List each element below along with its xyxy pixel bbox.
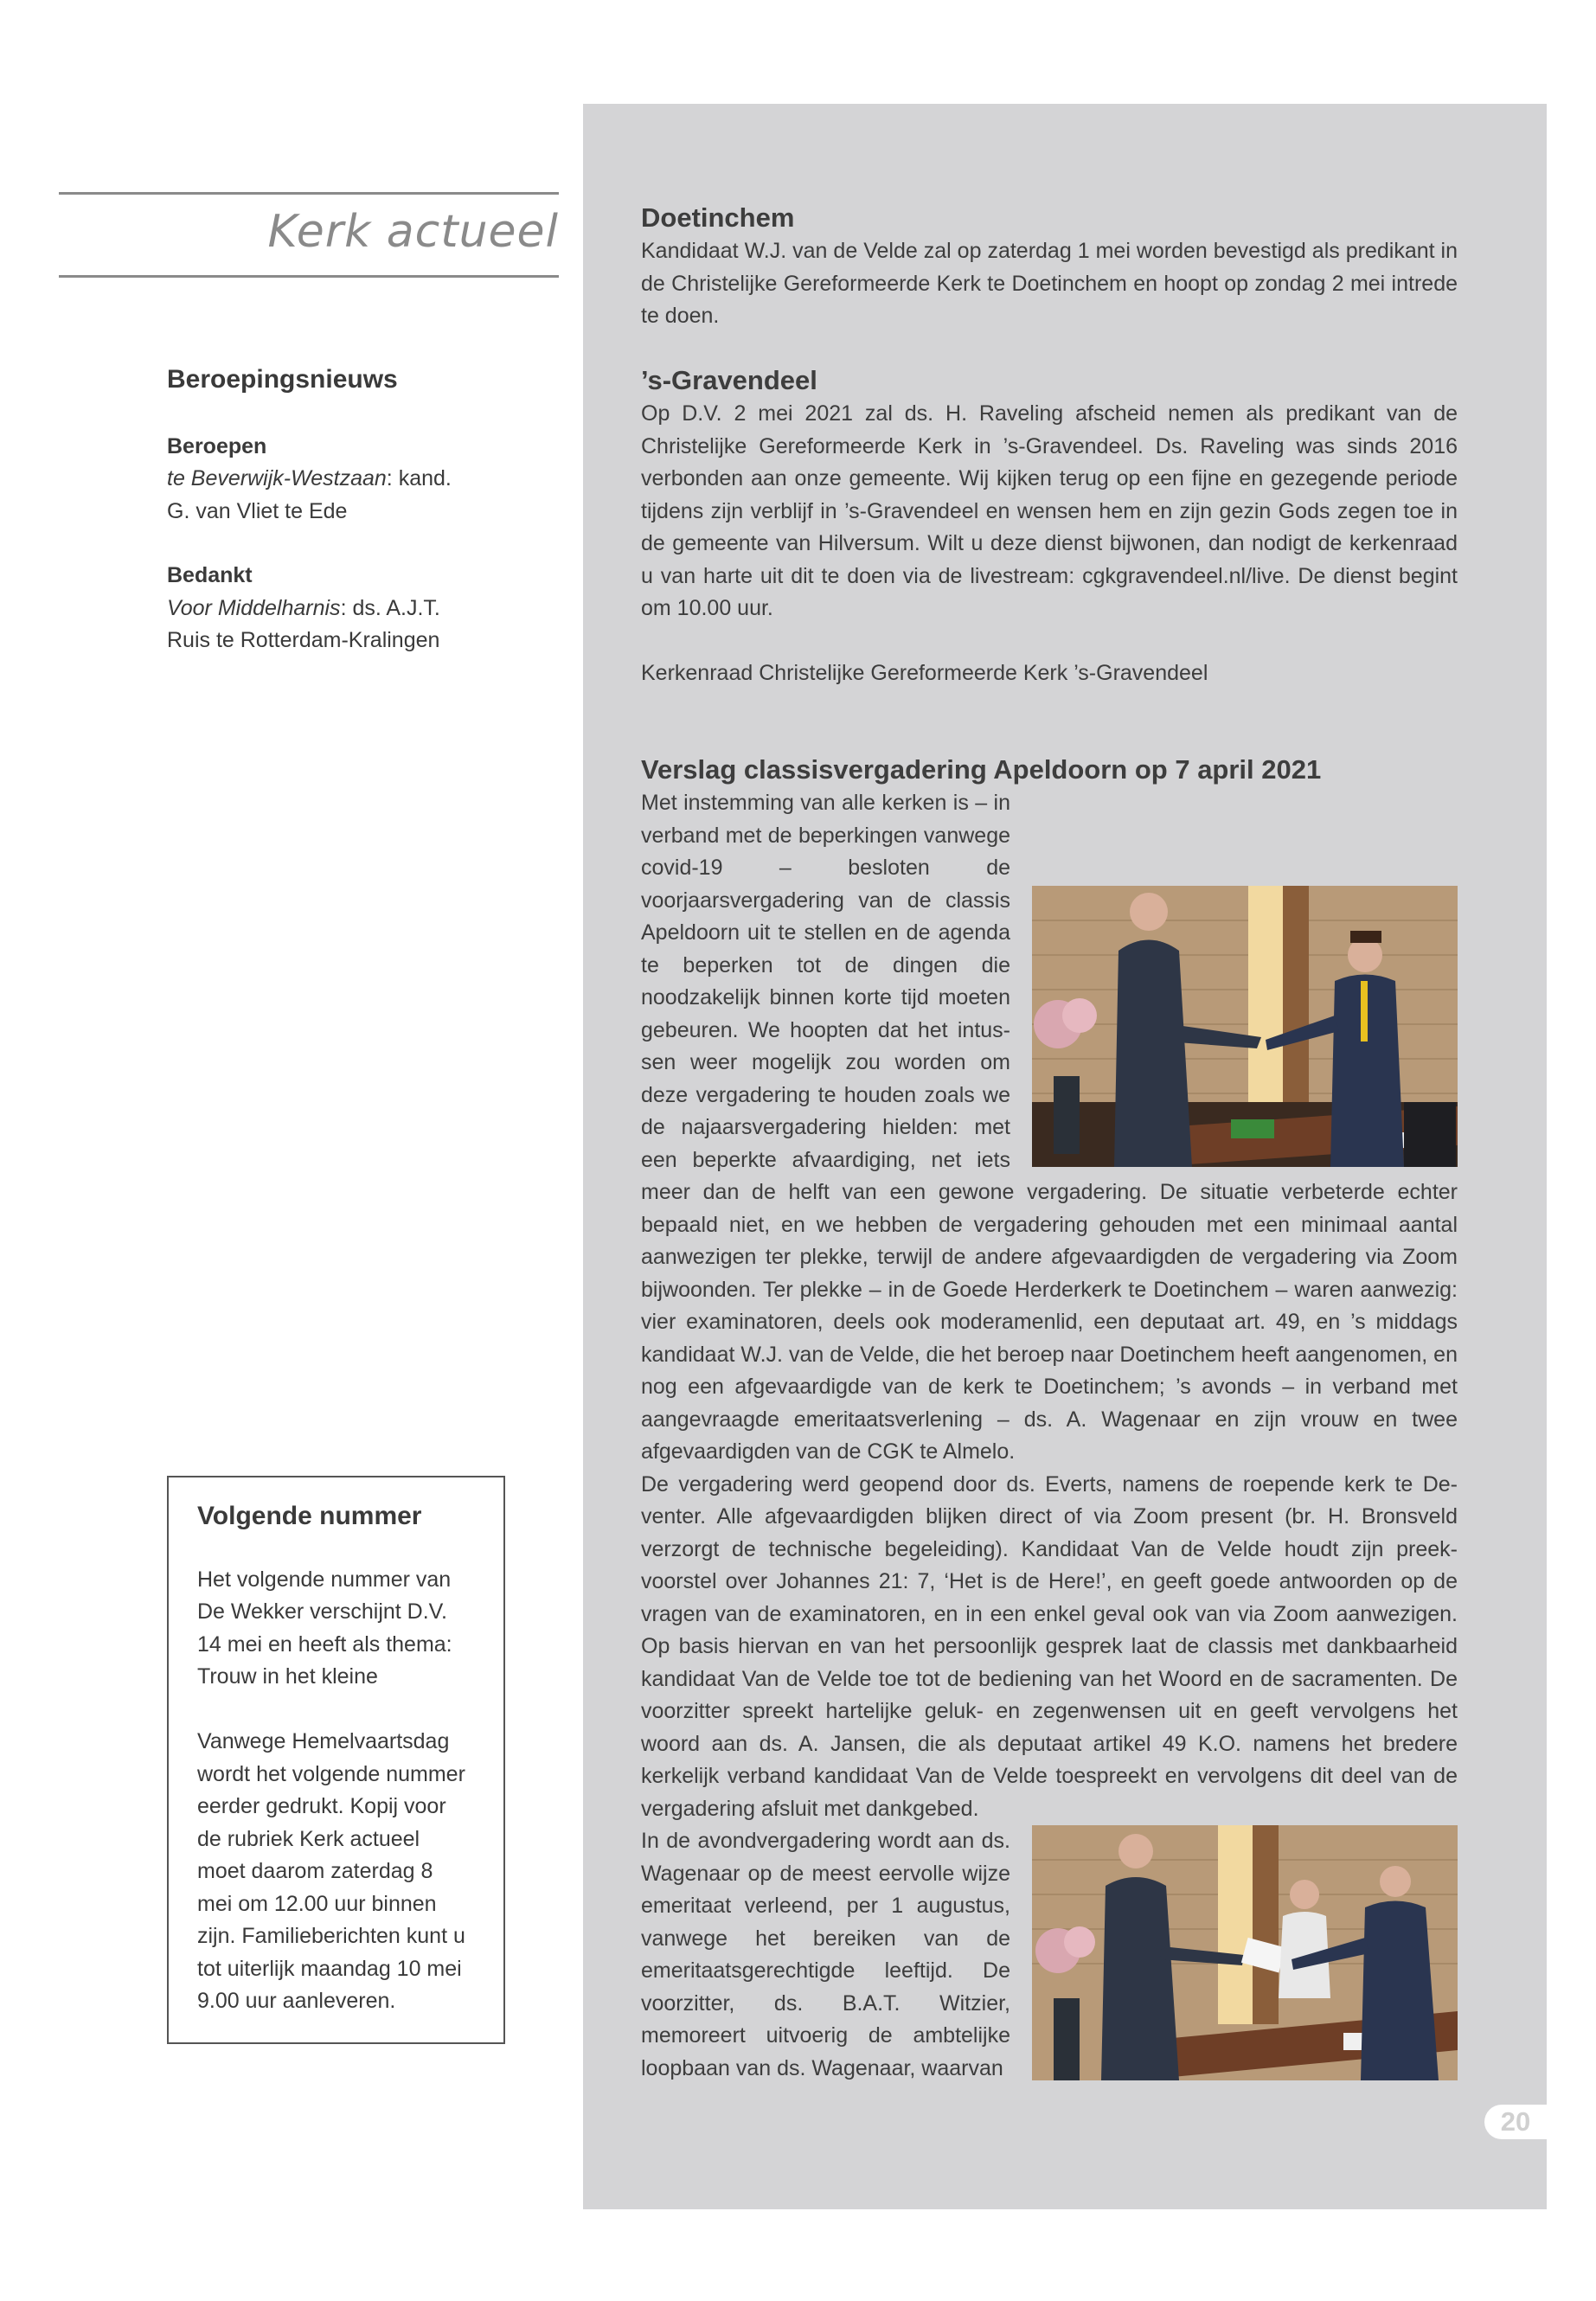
- verslag-p3: In de avondvergadering wordt aan ds. Wagenaar op de meest eervolle wijze emeritaat verleend, per 1 augustus, vanwege het bereiken van de emeritaatsgerechtigde leeftijd. De voorzitter, ds. B.A.T. Witzier, memoreert uitvoerig de ambtelijke loopbaan van ds. Wagenaar, waarvan: [641, 1829, 1010, 2080]
- info-p1-line: Trouw in het kleine: [197, 1664, 378, 1689]
- page-number: 20: [1484, 2105, 1547, 2139]
- info-p1-line: Het volgende nummer van: [197, 1567, 452, 1592]
- verslag-p2: De vergadering werd geopend door ds. Everts, namens de roepende kerk te Deventer. Alle afgevaardigden blijken direct of via Zoom present (br. H. Bronsveld verzorgt de technische begeleiding). Kandidaat Van de Velde houdt zijn preekvoorstel over Johannes 21: 7, ‘Het is de Here!’, en geeft goede antwoorden op de vragen van de examinatoren, en in een enkel geval ook van via Zoom aanwezigen. Op basis hiervan en van het persoonlijk gesprek laat de classis met dankbaarheid kandidaat Van de Velde toe tot de bediening van het Woord en de sacramenten. De voorzitter spreekt hartelijke geluk- en zegenwensen uit en geeft vervolgens het woord aan ds. A. Jansen, die als deputaat artikel 49 K.O. namens het bredere kerkelijk verband kandidaat Van de Velde toespreekt en vervolgens dit deel van de vergadering afsluit met dankgebed.: [641, 1471, 1458, 1821]
- bedankt-place: Voor Middelharnis: [167, 595, 341, 620]
- info-p2-line: mei om 12.00 uur binnen: [197, 1891, 437, 1916]
- bedankt-line-2: Ruis te Rotterdam-Kralingen: [167, 628, 440, 652]
- top-rule: [59, 192, 559, 195]
- handshake-photo: [1032, 886, 1458, 1167]
- emeritaat-photo: [1032, 1825, 1458, 2080]
- gravendeel-signature: Kerkenraad Christelijke Gereformeerde Kerk ’s-Gravendeel: [641, 661, 1208, 685]
- info-p2-line: tot uiterlijk maandag 10 mei: [197, 1956, 462, 1981]
- volgende-nummer-box: [167, 1476, 505, 2044]
- info-p1-line: De Wekker verschijnt D.V.: [197, 1599, 447, 1624]
- beroepen-rest: : kand.: [386, 466, 452, 490]
- article-gravendeel: [641, 363, 1458, 690]
- handshake-photo-image: [1032, 886, 1458, 1167]
- info-p2-line: wordt het volgende nummer: [197, 1761, 465, 1786]
- info-p1-line: 14 mei en heeft als thema:: [197, 1631, 452, 1657]
- beroepen-place: te Beverwijk-Westzaan: [167, 466, 387, 490]
- verslag-p1: Met instemming van alle kerken is – in verband met de beperkingen vanwege covid-19 – besloten de voorjaarsvergadering van de classis Apeldoorn uit te stellen en de agenda te beperken tot de dingen die noodzakelijk binnen korte tijd moeten gebeuren. We hoopten dat het intussen weer mogelijk zou worden om deze vergadering te houden zoals we de najaarsvergadering hielden: met een beperkte afvaardiging, net iets meer dan de helft van een gewone vergadering. De situatie verbeterde echter bepaald niet, en we hebben de vergadering gehouden met een minimaal aantal aanwezigen ter plekke, terwijl de andere afgevaardigden de vergadering via Zoom bijwoonden. Ter plekke – in de Goede Herderkerk te Doetinchem – waren aanwezig: vier examinatoren, deels ook moderamenlid, een deputaat art. 49, en ’s middags kandidaat W.J. van de Velde, die het beroep naar Doetinchem heeft aangenomen, en nog een afgevaardigde van de kerk te Doetinchem; ’s avonds – in verband met aangevraagde emeritaatsverlening – ds. A. Wagenaar en zijn vrouw en twee afgevaardigden van de CGK te Almelo.: [641, 791, 1458, 1464]
- beroepen-line-1: [167, 463, 522, 496]
- bedankt-label: Bedankt: [167, 563, 253, 587]
- bedankt-rest: : ds. A.J.T.: [340, 595, 440, 620]
- doetinchem-body: Kandidaat W.J. van de Velde zal op zaterdag 1 mei worden bevestigd als predikant in de Christelijke Gereformeerde Kerk te Doetinchem en hoopt op zondag 2 mei intrede te doen.: [641, 239, 1458, 328]
- emeritaat-photo-image: [1032, 1825, 1458, 2080]
- volgende-nummer-heading: Volgende nummer: [197, 1502, 422, 1530]
- article-doetinchem: [641, 201, 1458, 333]
- info-p2-line: Vanwege Hemelvaartsdag: [197, 1729, 450, 1753]
- info-p2-line: 9.00 uur aanleveren.: [197, 1989, 396, 2013]
- gravendeel-body: Op D.V. 2 mei 2021 zal ds. H. Raveling afscheid nemen als predikant van de Christelijke Gereformeerde Kerk in ’s-Gravendeel. Ds. Raveling was sinds 2016 verbonden aan onze gemeente. Wij kijken terug op een fijne en gezegende periode tijdens zijn verblijf in ’s-Gravendeel en wensen hem en zijn gezin Gods zegen toe in de gemeente van Hilversum. Wilt u deze dienst bijwonen, dan nodigt de kerkenraad u van harte uit dit te doen via de livestream: cgkgravendeel.nl/live. De dienst begint om 10.00 uur.: [641, 401, 1458, 620]
- gravendeel-title: ’s-Gravendeel: [641, 365, 817, 395]
- article-verslag: [641, 753, 1458, 2085]
- beroepen-label: Beroepen: [167, 433, 267, 458]
- verslag-title: Verslag classisvergadering Apeldoorn op 7 april 2021: [641, 754, 1322, 785]
- info-p2-line: moet daarom zaterdag 8: [197, 1859, 433, 1883]
- info-p2-line: zijn. Familieberichten kunt u: [197, 1924, 465, 1948]
- beroepen-line-2: G. van Vliet te Ede: [167, 498, 348, 523]
- bedankt-line-1: [167, 593, 522, 625]
- info-p2-line: eerder gedrukt. Kopij voor: [197, 1794, 446, 1818]
- bottom-rule: [59, 275, 559, 278]
- info-p2-line: de rubriek Kerk actueel: [197, 1826, 420, 1851]
- beroepingsnieuws-heading: Beroepingsnieuws: [167, 365, 398, 394]
- doetinchem-title: Doetinchem: [641, 202, 795, 233]
- section-title: Kerk actueel: [267, 206, 559, 258]
- beroepingsnieuws: [167, 363, 522, 657]
